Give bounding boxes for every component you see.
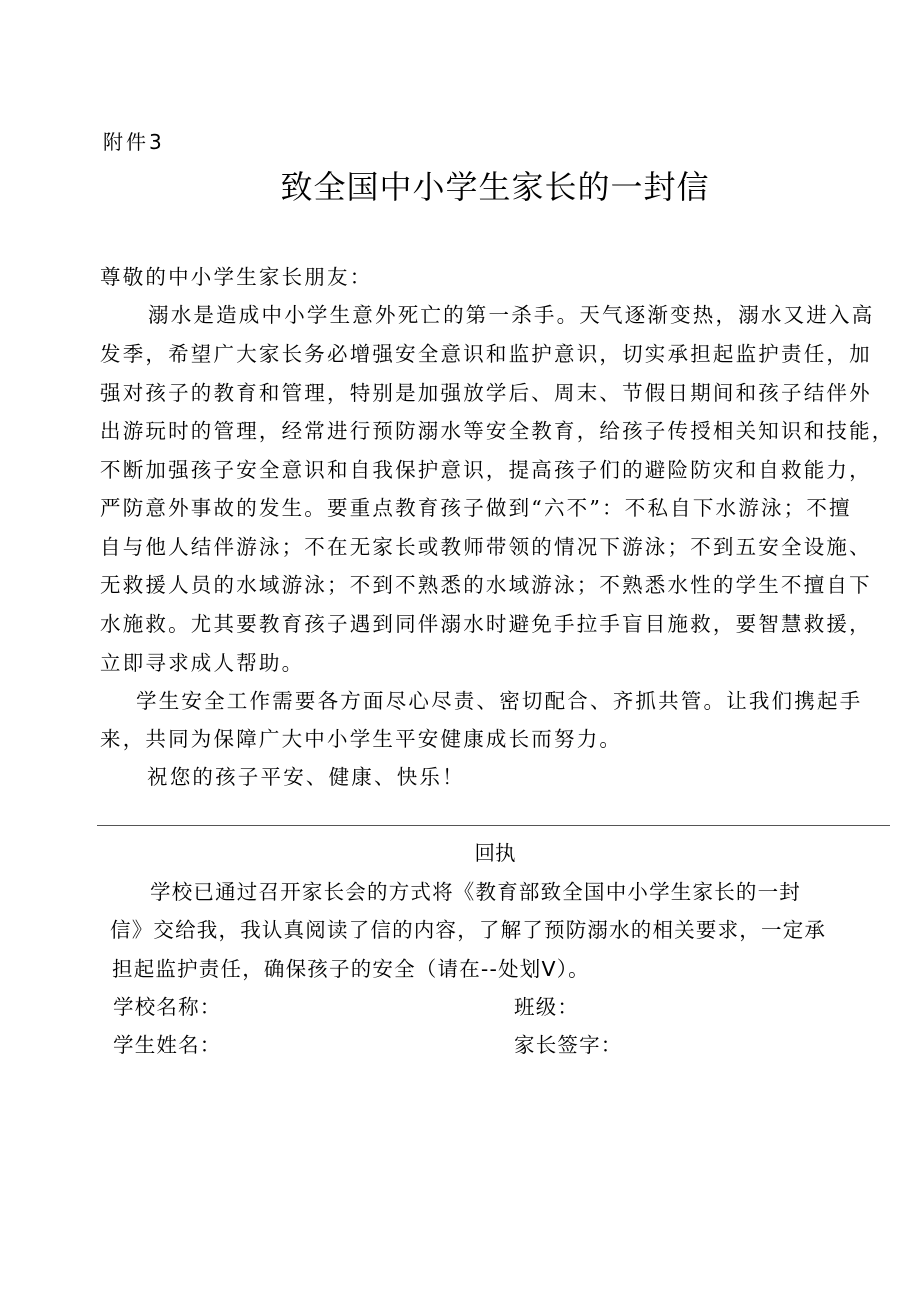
receipt-line: 信》交给我，我认真阅读了信的内容，了解了预防溺水的相关要求，一定承 <box>110 918 827 942</box>
divider-line <box>97 825 890 826</box>
student-name-label: 学生姓名： <box>113 1033 222 1057</box>
salutation: 尊敬的中小学生家长朋友： <box>100 265 373 289</box>
letter-line: 严防意外事故的发生。要重点教育孩子做到“六不”：不私自下水游泳；不擅 <box>100 496 852 520</box>
letter-line: 学生安全工作需要各方面尽心尽责、密切配合、齐抓共管。让我们携起手 <box>136 689 863 713</box>
letter-line: 水施救。尤其要教育孩子遇到同伴溺水时避免手拉手盲目施救，要智慧救援， <box>100 612 872 636</box>
letter-line: 溺水是造成中小学生意外死亡的第一杀手。天气逐渐变热，溺水又进入高 <box>148 303 875 327</box>
receipt-line: 学校已通过召开家长会的方式将《教育部致全国中小学生家长的一封 <box>150 880 801 904</box>
letter-line: 不断加强孩子安全意识和自我保护意识，提高孩子们的避险防灾和自救能力， <box>100 458 872 482</box>
letter-line: 自与他人结伴游泳；不在无家长或教师带领的情况下游泳；不到五安全设施、 <box>100 535 872 559</box>
school-name-label: 学校名称： <box>113 995 222 1019</box>
letter-line: 强对孩子的教育和管理，特别是加强放学后、周末、节假日期间和孩子结伴外 <box>100 381 872 405</box>
letter-title: 致全国中小学生家长的一封信 <box>280 168 710 206</box>
closing-wish: 祝您的孩子平安、健康、快乐！ <box>147 765 465 789</box>
letter-line: 发季，希望广大家长务必增强安全意识和监护意识，切实承担起监护责任，加 <box>100 342 872 366</box>
letter-line: 出游玩时的管理，经常进行预防溺水等安全教育，给孩子传授相关知识和技能， <box>100 419 895 443</box>
letter-line: 立即寻求成人帮助。 <box>100 651 305 675</box>
attachment-label: 附件3 <box>103 130 165 154</box>
parent-signature-label: 家长签字： <box>514 1033 623 1057</box>
class-label: 班级： <box>514 995 580 1019</box>
letter-line: 无救援人员的水域游泳；不到不熟悉的水域游泳；不熟悉水性的学生不擅自下 <box>100 573 872 597</box>
receipt-title: 回执 <box>474 841 516 865</box>
receipt-line: 担起监护责任，确保孩子的安全（请在--处划V）。 <box>112 957 590 981</box>
letter-line: 来，共同为保障广大中小学生平安健康成长而努力。 <box>100 727 623 751</box>
